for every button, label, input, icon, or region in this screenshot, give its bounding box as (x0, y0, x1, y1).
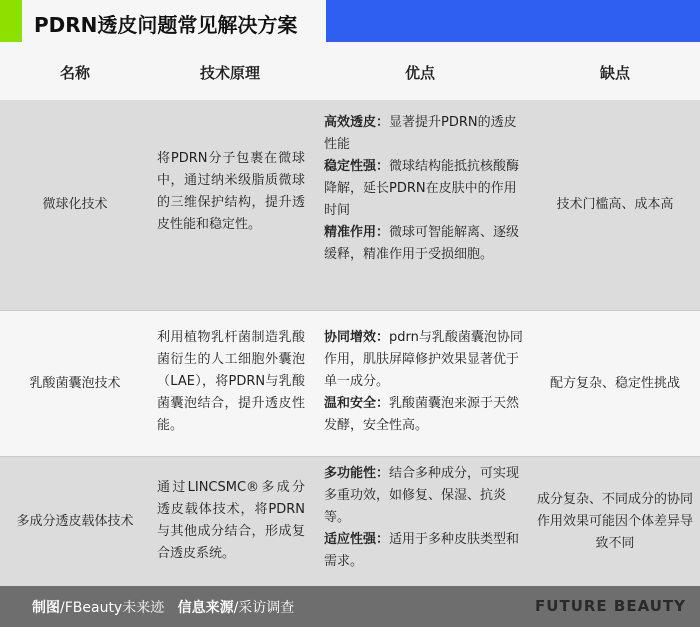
row-name: 多成分透皮载体技术 (16, 513, 134, 529)
accent-blue-bar (326, 0, 700, 42)
column-header-name: 名称 (0, 42, 150, 100)
row-name: 乳酸菌囊泡技术 (29, 375, 121, 391)
row-name: 微球化技术 (42, 197, 108, 212)
row-disadvantages: 配方复杂、稳定性挑战 (549, 375, 680, 391)
advantage-item: 高效透皮：显著提升PDRN的透皮性能 (324, 115, 517, 152)
table-row (0, 100, 700, 310)
column-header-principle: 技术原理 (150, 42, 310, 100)
brand-logo-text: FUTURE BEAUTY (535, 597, 686, 615)
column-header-disadvantages: 缺点 (530, 42, 700, 100)
row-advantages (324, 112, 524, 266)
advantage-item: 精准作用：微球可智能解离、逐级缓释，精准作用于受损细胞。 (324, 225, 520, 262)
footer-bar (0, 586, 700, 627)
advantage-item: 稳定性强：微球结构能抵抗核酸酶降解，延长PDRN在皮肤中的作用时间 (324, 159, 520, 218)
row-principle: 通过LINCSMC®多成分透皮载体技术，将PDRN与其他成分结合，形成复合透皮系统。 (157, 480, 305, 561)
table-row (0, 457, 700, 586)
column-header-advantages: 优点 (310, 42, 530, 100)
row-disadvantages: 成分复杂、不同成分的协同作用效果可能因个体差异导致不同 (536, 491, 693, 551)
accent-green-bar (0, 0, 22, 42)
row-disadvantages: 技术门槛高、成本高 (556, 197, 674, 212)
advantage-item: 温和安全：乳酸菌囊泡来源于天然发酵，安全性高。 (324, 396, 520, 433)
advantage-item: 协同增效：pdrn与乳酸菌囊泡协同作用，肌肤屏障修护效果显著优于单一成分。 (324, 330, 523, 389)
row-advantages (324, 327, 524, 437)
footer-credit: 制图/FBeauty未来迹 信息来源/采访调查 (32, 600, 295, 616)
title-bar (0, 0, 700, 42)
row-principle: 将PDRN分子包裹在微球中，通过纳米级脂质微球的三维保护结构，提升透皮性能和稳定性。 (157, 151, 305, 232)
row-principle: 利用植物乳杆菌制造乳酸菌衍生的人工细胞外囊泡（LAE），将PDRN与乳酸菌囊泡结合，提升透皮性能。 (157, 330, 305, 433)
row-advantages (324, 463, 524, 573)
advantage-item: 适应性强：适用于多种皮肤类型和需求。 (324, 532, 520, 569)
table-row (0, 311, 700, 456)
advantage-item: 多功能性：结合多种成分，可实现多重功效，如修复、保湿、抗炎等。 (324, 466, 520, 525)
page-title: PDRN透皮问题常见解决方案 (34, 13, 298, 37)
